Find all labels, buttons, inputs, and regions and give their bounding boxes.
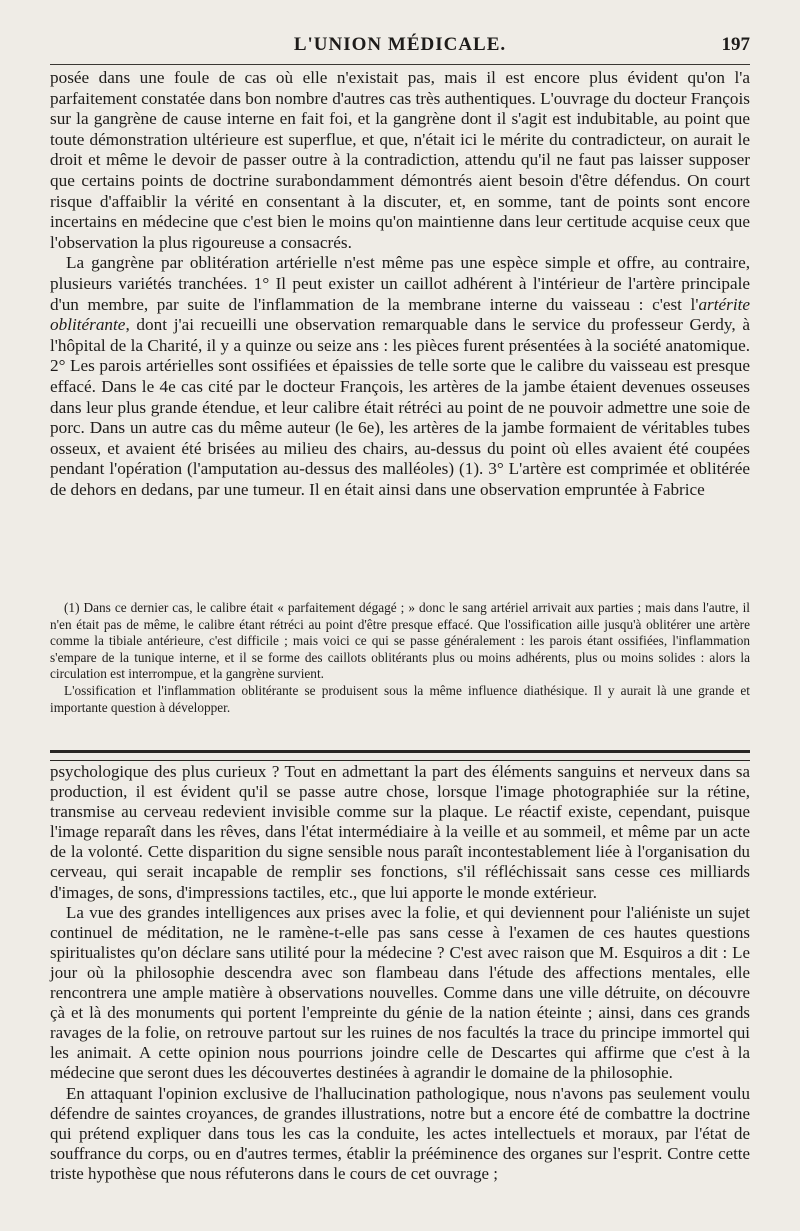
lower-body-text	[50, 762, 750, 1184]
paragraph: posée dans une foule de cas où elle n'existait pas, mais il est encore plus évident qu'on l'a parfaitement constatée dans bon nombre d'autres cas très authentiques. L'ouvrage du docteur François sur la gangrène de cause interne en fait foi, et la gangrène dont il s'agit est indubitable, au point que toute démonstration ultérieure est superflue, et que, n'était ici le mérite du contradicteur, on aurait le droit et même le devoir de passer outre à la contradiction, attendu qu'il ne faut pas laisser supposer que certains points de doctrine surabondamment démontrés aient besoin d'être défendus. On court risque d'affaiblir la vérité en consentant à la discuter, et, en somme, tant de points sont encore incertains en médecine que c'est bien le moins qu'on maintienne dans leur certitude acquise ceux que l'observation la plus rigoureuse a consacrés.	[50, 68, 750, 252]
header-rule	[50, 64, 750, 65]
running-title: L'UNION MÉDICALE.	[293, 34, 507, 55]
paragraph	[50, 253, 750, 500]
text-run: La gangrène par oblitération artérielle n'est même pas une espèce simple et offre, au contraire, plusieurs variétés tranchées. 1° Il peut exister un caillot adhérent à l'intérieur de l'artère principale d'un membre, par suite de l'inflammation de la membrane interne du vaisseau : c'est l'	[50, 253, 750, 314]
footnote: L'ossification et l'inflammation oblitérante se produisent sous la même influence diathésique. Il y aurait là une grande et importante question à développer.	[50, 682, 750, 715]
paragraph: La vue des grandes intelligences aux prises avec la folie, et qui deviennent pour l'aliéniste un sujet continuel de méditation, ne le ramène-t-elle pas sans cesse à l'examen de ces hautes questions spiritualistes qu'on déclare sans utilité pour la médecine ? C'est avec raison que M. Esquiros a dit : Le jour où la philosophie descendra avec son flambeau dans l'étude des affections mentales, elle rencontrera une ample matière à observations nouvelles. Comme dans une ville détruite, on découvre çà et là des monuments qui portent l'empreinte du génie de la nation éteinte ; ainsi, dans ces grands ravages de la folie, on retrouve partout sur les ruines de nos facultés la trace du principe immortel qui les animait. A cette opinion nous pourrions joindre celle de Descartes qui affirme que c'est à la médecine que seront dues les découvertes destinées à agrandir le domaine de la philosophie.	[50, 902, 750, 1083]
footnotes	[50, 600, 750, 716]
upper-body-text	[50, 68, 750, 500]
page-number: 197	[721, 34, 750, 55]
paragraph: psychologique des plus curieux ? Tout en admettant la part des éléments sanguins et nerveux dans sa production, il est évident qu'il se passe autre chose, lorsque l'image photographiée sur la rétine, transmise au cerveau redevient invisible comme sur la plaque. Le réactif existe, cependant, puisque l'image reparaît dans les rêves, dans l'état intermédiaire à la veille et au sommeil, et même par un acte de la volonté. Cette disparition du signe sensible nous paraît incontestablement liée à l'organisation du cerveau, qui serait incapable de remplir ses fonctions, s'il réfléchissait sans cesse ces milliards d'images, de sons, d'impressions tactiles, etc., que lui apporte le monde extérieur.	[50, 762, 750, 902]
italic-term: artérite oblitérante	[50, 294, 750, 335]
page-header	[50, 30, 750, 60]
paragraph: En attaquant l'opinion exclusive de l'hallucination pathologique, nous n'avons pas seulement voulu défendre de saintes croyances, de grandes illustrations, notre but a encore été de combattre la doctrine qui prétend expliquer dans tous les cas la conduite, les actes intellectuels et moraux, par l'état de souffrance du corps, ou en d'autres termes, établir la prééminence des organes sur l'esprit. Contre cette triste hypothèse que nous réfuterons dans le cours de cet ouvrage ;	[50, 1083, 750, 1183]
section-separator	[50, 750, 750, 761]
text-run: , dont j'ai recueilli une observation remarquable dans le service du professeur Gerdy, à l'hôpital de la Charité, il y a quinze ou seize ans : les pièces furent présentées à la société anatomique. 2° Les parois artérielles sont ossifiées et épaissies de telle sorte que le calibre du vaisseau est presque effacé. Dans le 4e cas cité par le docteur François, les artères de la jambe étaient devenues osseuses dans leur plus grande étendue, et leur calibre était rétréci au point de ne pouvoir admettre une soie de porc. Dans un autre cas du même auteur (le 6e), les artères de la jambe formaient de véritables tubes osseux, et avaient été brisées au milieu des chairs, au-dessus du point où elles avaient été coupées pendant l'opération (l'amputation au-dessus des malléoles) (1). 3° L'artère est comprimée et oblitérée de dehors en dedans, par une tumeur. Il en était ainsi dans une observation empruntée à Fabrice	[50, 315, 750, 499]
footnote: (1) Dans ce dernier cas, le calibre était « parfaitement dégagé ; » donc le sang artériel arrivait aux parties ; mais dans l'autre, il n'en était pas de même, le calibre étant rétréci au point d'être presque effacé. Que l'ossification aille jusqu'à oblitérer une artère comme la tibiale antérieure, c'est difficile ; mais voici ce qui se passe généralement : les parois étant ossifiées, l'inflammation s'empare de la tunique interne, et il se forme des caillots oblitérants plus ou moins adhérents, plus ou moins solides : alors la circulation est interrompue, et la gangrène survient.	[50, 600, 750, 682]
